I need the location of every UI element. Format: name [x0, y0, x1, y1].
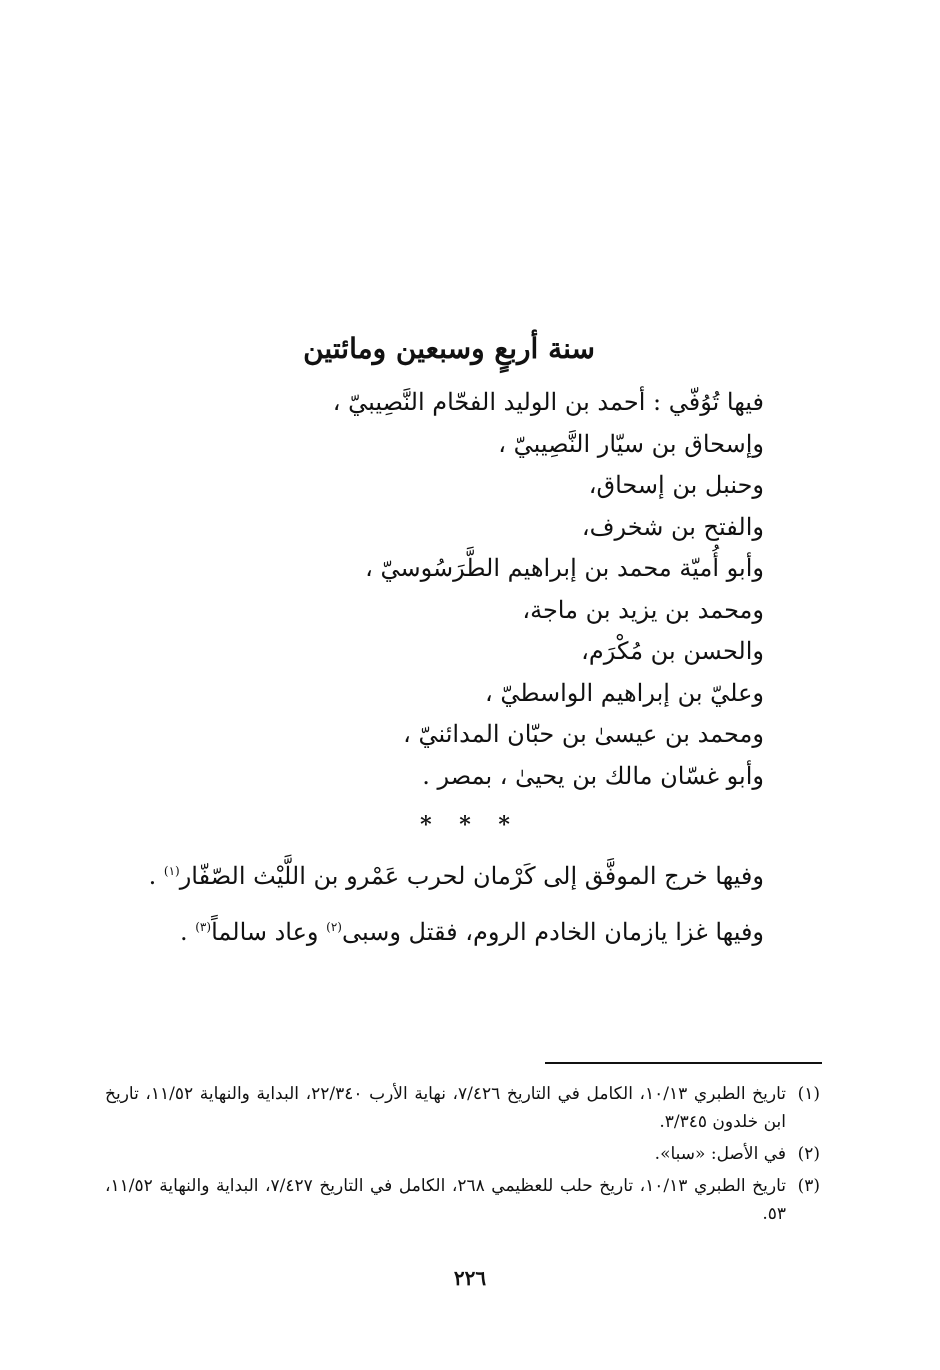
event-tail: .	[148, 862, 164, 890]
section-heading: سنة أربعٍ وسبعين ومائتين	[303, 332, 595, 365]
event-text: وفيها غزا يازمان الخادم الروم، فقتل وسبى	[341, 918, 764, 946]
event-text: وفيها خرج الموفَّق إلى كَرْمان لحرب عَمْرو بن اللَّيْث الصّفّار	[179, 862, 764, 890]
footnote-ref[interactable]: (٣)	[195, 920, 212, 934]
event-paragraph-1	[149, 862, 764, 890]
page-number: ٢٢٦	[453, 1266, 487, 1290]
footnote-text: تاريخ الطبري ١٠/١٣، تاريخ حلب للعظيمي ٢٦٨، الكامل في التاريخ ٧/٤٢٧، البداية والنهاية ١١/٥٢، ٥٣.	[105, 1176, 786, 1224]
footnote-number: (١)	[797, 1084, 820, 1104]
list-item: ومحمد بن يزيد بن ماجة،	[522, 595, 764, 624]
deaths-list	[333, 382, 764, 797]
list-item: فيها تُوُفّي : أحمد بن الوليد الفحّام النَّصِيبيّ ،	[332, 388, 764, 416]
footnote	[105, 1172, 820, 1228]
list-item: والحسن بن مُكْرَم،	[581, 637, 764, 665]
list-item: وعليّ بن إبراهيم الواسطيّ ،	[484, 678, 764, 707]
list-item: والفتح بن شخرف،	[581, 512, 764, 541]
footnote-text: تاريخ الطبري ١٠/١٣، الكامل في التاريخ ٧/٤٢٦، نهاية الأرب ٢٢/٣٤٠، البداية والنهاية ١١/٥٢، تاريخ ابن خلدون ٣/٣٤٥.	[105, 1084, 786, 1132]
list-item: وأبو أُميّة محمد بن إبراهيم الطَّرَسُوسيّ ،	[365, 554, 764, 582]
list-item: ومحمد بن عيسىٰ بن حبّان المدائنيّ ،	[403, 720, 764, 748]
footnotes	[105, 1080, 820, 1232]
event-tail: .	[179, 918, 196, 946]
event-text-continued: وعاد سالماً	[211, 918, 327, 946]
event-paragraph-2	[180, 918, 764, 946]
list-item: وأبو غسّان مالك بن يحيىٰ ، بمصر .	[422, 761, 764, 790]
footnote-ref[interactable]: (١)	[163, 864, 180, 878]
footnote	[105, 1140, 820, 1168]
footnote-divider	[545, 1062, 822, 1064]
list-item: وحنبل بن إسحاق،	[588, 471, 764, 499]
footnote-ref[interactable]: (٢)	[326, 920, 342, 934]
footnote	[105, 1080, 820, 1136]
list-item: وإسحاق بن سيّار النَّصِيبيّ ،	[498, 429, 764, 458]
section-separator: * * *	[420, 812, 520, 838]
footnote-number: (٢)	[797, 1144, 820, 1164]
footnote-number: (٣)	[797, 1176, 820, 1196]
footnote-text: في الأصل: «سبا».	[654, 1144, 786, 1164]
